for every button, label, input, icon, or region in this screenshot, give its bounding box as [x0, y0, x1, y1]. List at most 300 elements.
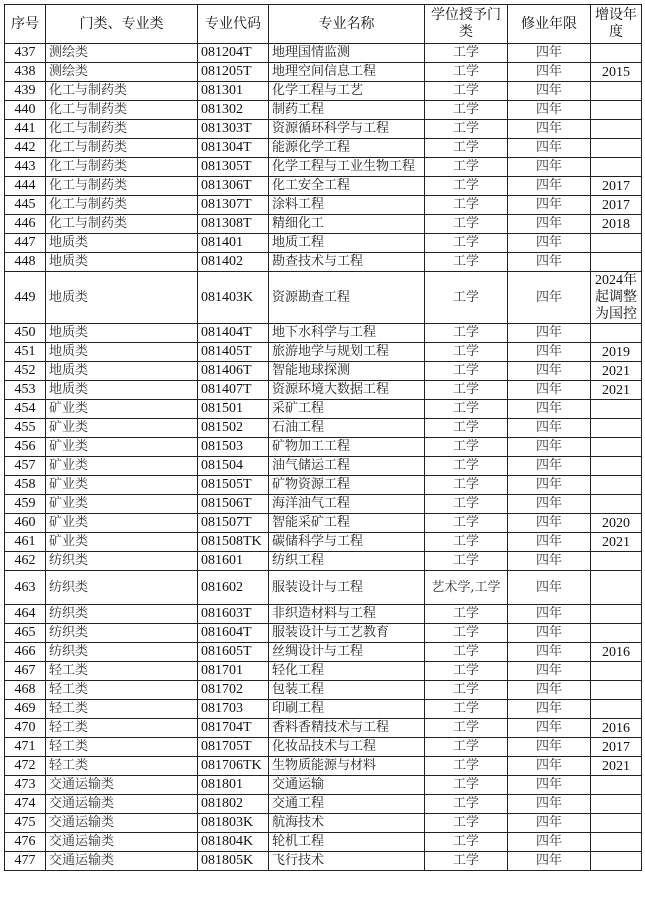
- cell-index: 455: [5, 419, 46, 438]
- cell-index: 466: [5, 643, 46, 662]
- table-row: [5, 776, 642, 795]
- cell-name: 石油工程: [269, 419, 425, 438]
- cell-name: 旅游地学与规划工程: [269, 343, 425, 362]
- cell-degree: 工学: [425, 476, 508, 495]
- cell-duration: 四年: [508, 662, 591, 681]
- table-row: [5, 624, 642, 643]
- table-row: [5, 253, 642, 272]
- cell-year-added: 2024年起调整为国控: [591, 272, 642, 324]
- table-row: [5, 514, 642, 533]
- table-row: [5, 362, 642, 381]
- cell-name: 矿物资源工程: [269, 476, 425, 495]
- table-row: [5, 495, 642, 514]
- cell-duration: 四年: [508, 253, 591, 272]
- table-row: [5, 795, 642, 814]
- cell-name: 交通运输: [269, 776, 425, 795]
- cell-degree: 工学: [425, 795, 508, 814]
- cell-degree: 工学: [425, 158, 508, 177]
- cell-category: 纺织类: [46, 624, 198, 643]
- cell-degree: 工学: [425, 234, 508, 253]
- cell-category: 矿业类: [46, 533, 198, 552]
- table-row: [5, 82, 642, 101]
- cell-code: 081304T: [198, 139, 269, 158]
- cell-year-added: 2021: [591, 533, 642, 552]
- cell-index: 446: [5, 215, 46, 234]
- cell-category: 测绘类: [46, 44, 198, 63]
- cell-index: 450: [5, 324, 46, 343]
- cell-code: 081502: [198, 419, 269, 438]
- cell-duration: 四年: [508, 719, 591, 738]
- table-row: [5, 272, 642, 324]
- cell-degree: 工学: [425, 833, 508, 852]
- cell-name: 地理空间信息工程: [269, 63, 425, 82]
- cell-duration: 四年: [508, 833, 591, 852]
- cell-duration: 四年: [508, 82, 591, 101]
- cell-index: 453: [5, 381, 46, 400]
- cell-code: 081401: [198, 234, 269, 253]
- cell-index: 437: [5, 44, 46, 63]
- cell-category: 矿业类: [46, 514, 198, 533]
- header-index: 序号: [5, 5, 46, 44]
- cell-degree: 工学: [425, 253, 508, 272]
- cell-year-added: 2015: [591, 63, 642, 82]
- cell-name: 化学工程与工业生物工程: [269, 158, 425, 177]
- cell-duration: 四年: [508, 362, 591, 381]
- cell-year-added: [591, 833, 642, 852]
- cell-index: 457: [5, 457, 46, 476]
- cell-year-added: [591, 814, 642, 833]
- cell-index: 468: [5, 681, 46, 700]
- cell-degree: 工学: [425, 457, 508, 476]
- cell-code: 081505T: [198, 476, 269, 495]
- cell-name: 化妆品技术与工程: [269, 738, 425, 757]
- cell-year-added: 2017: [591, 738, 642, 757]
- cell-index: 467: [5, 662, 46, 681]
- cell-code: 081803K: [198, 814, 269, 833]
- cell-category: 轻工类: [46, 662, 198, 681]
- cell-name: 包装工程: [269, 681, 425, 700]
- cell-name: 资源勘查工程: [269, 272, 425, 324]
- cell-index: 456: [5, 438, 46, 457]
- cell-degree: 工学: [425, 438, 508, 457]
- table-row: [5, 852, 642, 871]
- cell-degree: 工学: [425, 419, 508, 438]
- cell-duration: 四年: [508, 457, 591, 476]
- cell-year-added: 2017: [591, 196, 642, 215]
- cell-year-added: [591, 605, 642, 624]
- cell-category: 交通运输类: [46, 852, 198, 871]
- cell-category: 矿业类: [46, 400, 198, 419]
- cell-code: 081507T: [198, 514, 269, 533]
- cell-year-added: [591, 158, 642, 177]
- cell-index: 454: [5, 400, 46, 419]
- cell-code: 081506T: [198, 495, 269, 514]
- cell-category: 化工与制药类: [46, 215, 198, 234]
- cell-code: 081402: [198, 253, 269, 272]
- cell-degree: 工学: [425, 215, 508, 234]
- cell-category: 地质类: [46, 324, 198, 343]
- cell-index: 444: [5, 177, 46, 196]
- cell-category: 地质类: [46, 362, 198, 381]
- cell-code: 081805K: [198, 852, 269, 871]
- cell-degree: 工学: [425, 719, 508, 738]
- cell-year-added: [591, 662, 642, 681]
- cell-name: 纺织工程: [269, 552, 425, 571]
- cell-code: 081406T: [198, 362, 269, 381]
- cell-duration: 四年: [508, 700, 591, 719]
- cell-category: 矿业类: [46, 438, 198, 457]
- cell-duration: 四年: [508, 324, 591, 343]
- major-catalog-table: [4, 4, 642, 871]
- table-row: [5, 438, 642, 457]
- cell-category: 矿业类: [46, 476, 198, 495]
- cell-year-added: 2016: [591, 643, 642, 662]
- table-row: [5, 662, 642, 681]
- cell-year-added: [591, 438, 642, 457]
- cell-duration: 四年: [508, 495, 591, 514]
- cell-name: 航海技术: [269, 814, 425, 833]
- table-row: [5, 643, 642, 662]
- table-row: [5, 681, 642, 700]
- cell-code: 081804K: [198, 833, 269, 852]
- cell-duration: 四年: [508, 215, 591, 234]
- cell-duration: 四年: [508, 44, 591, 63]
- table-row: [5, 343, 642, 362]
- cell-code: 081306T: [198, 177, 269, 196]
- cell-duration: 四年: [508, 643, 591, 662]
- cell-year-added: [591, 139, 642, 158]
- table-row: [5, 419, 642, 438]
- cell-index: 445: [5, 196, 46, 215]
- table-row: [5, 120, 642, 139]
- cell-name: 油气储运工程: [269, 457, 425, 476]
- cell-category: 地质类: [46, 253, 198, 272]
- cell-duration: 四年: [508, 272, 591, 324]
- cell-code: 081604T: [198, 624, 269, 643]
- cell-duration: 四年: [508, 234, 591, 253]
- cell-duration: 四年: [508, 571, 591, 605]
- cell-degree: 工学: [425, 362, 508, 381]
- cell-code: 081605T: [198, 643, 269, 662]
- cell-degree: 工学: [425, 196, 508, 215]
- header-degree: 学位授予门类: [425, 5, 508, 44]
- cell-name: 地理国情监测: [269, 44, 425, 63]
- cell-category: 轻工类: [46, 700, 198, 719]
- cell-degree: 工学: [425, 852, 508, 871]
- cell-name: 矿物加工工程: [269, 438, 425, 457]
- cell-year-added: [591, 324, 642, 343]
- cell-category: 化工与制药类: [46, 196, 198, 215]
- cell-name: 智能地球探测: [269, 362, 425, 381]
- cell-code: 081308T: [198, 215, 269, 234]
- cell-degree: 工学: [425, 662, 508, 681]
- table-row: [5, 571, 642, 605]
- table-header-row: [5, 5, 642, 44]
- cell-index: 458: [5, 476, 46, 495]
- cell-duration: 四年: [508, 738, 591, 757]
- cell-year-added: 2016: [591, 719, 642, 738]
- cell-name: 涂料工程: [269, 196, 425, 215]
- cell-category: 纺织类: [46, 643, 198, 662]
- table-row: [5, 719, 642, 738]
- table-row: [5, 700, 642, 719]
- table-row: [5, 381, 642, 400]
- cell-category: 交通运输类: [46, 795, 198, 814]
- cell-code: 081307T: [198, 196, 269, 215]
- cell-degree: 工学: [425, 495, 508, 514]
- cell-degree: 工学: [425, 139, 508, 158]
- cell-degree: 工学: [425, 643, 508, 662]
- cell-code: 081703: [198, 700, 269, 719]
- cell-year-added: 2020: [591, 514, 642, 533]
- cell-duration: 四年: [508, 400, 591, 419]
- cell-degree: 艺术学,工学: [425, 571, 508, 605]
- cell-duration: 四年: [508, 381, 591, 400]
- cell-code: 081503: [198, 438, 269, 457]
- table-row: [5, 533, 642, 552]
- cell-year-added: [591, 552, 642, 571]
- cell-year-added: [591, 120, 642, 139]
- cell-category: 纺织类: [46, 552, 198, 571]
- table-row: [5, 738, 642, 757]
- cell-code: 081702: [198, 681, 269, 700]
- table-row: [5, 101, 642, 120]
- table-row: [5, 215, 642, 234]
- cell-year-added: [591, 101, 642, 120]
- cell-index: 448: [5, 253, 46, 272]
- cell-year-added: [591, 234, 642, 253]
- cell-degree: 工学: [425, 605, 508, 624]
- cell-name: 化工安全工程: [269, 177, 425, 196]
- table-row: [5, 833, 642, 852]
- cell-year-added: [591, 253, 642, 272]
- table-row: [5, 400, 642, 419]
- cell-duration: 四年: [508, 120, 591, 139]
- cell-code: 081704T: [198, 719, 269, 738]
- cell-code: 081802: [198, 795, 269, 814]
- cell-year-added: [591, 795, 642, 814]
- table-row: [5, 63, 642, 82]
- cell-code: 081603T: [198, 605, 269, 624]
- table-row: [5, 139, 642, 158]
- cell-index: 440: [5, 101, 46, 120]
- cell-name: 资源环境大数据工程: [269, 381, 425, 400]
- cell-degree: 工学: [425, 700, 508, 719]
- cell-index: 473: [5, 776, 46, 795]
- cell-degree: 工学: [425, 381, 508, 400]
- table-row: [5, 324, 642, 343]
- cell-duration: 四年: [508, 814, 591, 833]
- header-category: 门类、专业类: [46, 5, 198, 44]
- cell-degree: 工学: [425, 44, 508, 63]
- cell-category: 化工与制药类: [46, 82, 198, 101]
- cell-category: 矿业类: [46, 495, 198, 514]
- cell-name: 化学工程与工艺: [269, 82, 425, 101]
- cell-name: 交通工程: [269, 795, 425, 814]
- cell-degree: 工学: [425, 514, 508, 533]
- cell-name: 非织造材料与工程: [269, 605, 425, 624]
- cell-index: 447: [5, 234, 46, 253]
- cell-degree: 工学: [425, 272, 508, 324]
- cell-code: 081508TK: [198, 533, 269, 552]
- cell-code: 081404T: [198, 324, 269, 343]
- cell-duration: 四年: [508, 681, 591, 700]
- table-row: [5, 196, 642, 215]
- cell-category: 矿业类: [46, 457, 198, 476]
- cell-year-added: 2018: [591, 215, 642, 234]
- cell-category: 轻工类: [46, 738, 198, 757]
- cell-category: 交通运输类: [46, 833, 198, 852]
- cell-index: 464: [5, 605, 46, 624]
- cell-index: 462: [5, 552, 46, 571]
- cell-index: 461: [5, 533, 46, 552]
- cell-duration: 四年: [508, 605, 591, 624]
- cell-index: 474: [5, 795, 46, 814]
- cell-name: 地质工程: [269, 234, 425, 253]
- cell-year-added: 2021: [591, 362, 642, 381]
- cell-name: 智能采矿工程: [269, 514, 425, 533]
- cell-duration: 四年: [508, 757, 591, 776]
- cell-category: 轻工类: [46, 681, 198, 700]
- cell-degree: 工学: [425, 738, 508, 757]
- cell-duration: 四年: [508, 533, 591, 552]
- cell-year-added: [591, 624, 642, 643]
- cell-index: 438: [5, 63, 46, 82]
- cell-index: 442: [5, 139, 46, 158]
- table-row: [5, 158, 642, 177]
- cell-code: 081403K: [198, 272, 269, 324]
- cell-index: 459: [5, 495, 46, 514]
- cell-name: 轮机工程: [269, 833, 425, 852]
- cell-code: 081705T: [198, 738, 269, 757]
- cell-name: 精细化工: [269, 215, 425, 234]
- cell-duration: 四年: [508, 196, 591, 215]
- cell-code: 081601: [198, 552, 269, 571]
- cell-index: 470: [5, 719, 46, 738]
- cell-duration: 四年: [508, 158, 591, 177]
- table-row: [5, 476, 642, 495]
- table-row: [5, 457, 642, 476]
- cell-index: 439: [5, 82, 46, 101]
- cell-code: 081405T: [198, 343, 269, 362]
- cell-year-added: [591, 419, 642, 438]
- cell-name: 飞行技术: [269, 852, 425, 871]
- table-row: [5, 44, 642, 63]
- cell-duration: 四年: [508, 776, 591, 795]
- cell-category: 交通运输类: [46, 776, 198, 795]
- cell-degree: 工学: [425, 814, 508, 833]
- cell-name: 采矿工程: [269, 400, 425, 419]
- cell-name: 能源化学工程: [269, 139, 425, 158]
- cell-year-added: [591, 852, 642, 871]
- cell-year-added: [591, 681, 642, 700]
- cell-category: 地质类: [46, 234, 198, 253]
- cell-degree: 工学: [425, 324, 508, 343]
- cell-index: 475: [5, 814, 46, 833]
- cell-name: 丝绸设计与工程: [269, 643, 425, 662]
- cell-year-added: 2019: [591, 343, 642, 362]
- cell-category: 测绘类: [46, 63, 198, 82]
- cell-degree: 工学: [425, 681, 508, 700]
- cell-degree: 工学: [425, 533, 508, 552]
- cell-index: 452: [5, 362, 46, 381]
- cell-name: 海洋油气工程: [269, 495, 425, 514]
- cell-category: 轻工类: [46, 757, 198, 776]
- cell-code: 081305T: [198, 158, 269, 177]
- cell-category: 化工与制药类: [46, 158, 198, 177]
- header-year-added: 增设年度: [591, 5, 642, 44]
- cell-name: 服装设计与工程: [269, 571, 425, 605]
- cell-duration: 四年: [508, 343, 591, 362]
- cell-category: 化工与制药类: [46, 101, 198, 120]
- cell-year-added: [591, 495, 642, 514]
- cell-year-added: [591, 44, 642, 63]
- cell-code: 081205T: [198, 63, 269, 82]
- cell-name: 印刷工程: [269, 700, 425, 719]
- cell-duration: 四年: [508, 63, 591, 82]
- cell-category: 地质类: [46, 272, 198, 324]
- cell-duration: 四年: [508, 438, 591, 457]
- cell-year-added: 2021: [591, 757, 642, 776]
- cell-name: 制药工程: [269, 101, 425, 120]
- cell-duration: 四年: [508, 552, 591, 571]
- cell-degree: 工学: [425, 63, 508, 82]
- table-row: [5, 552, 642, 571]
- cell-degree: 工学: [425, 120, 508, 139]
- table-row: [5, 757, 642, 776]
- cell-name: 地下水科学与工程: [269, 324, 425, 343]
- cell-year-added: [591, 700, 642, 719]
- cell-index: 441: [5, 120, 46, 139]
- header-code: 专业代码: [198, 5, 269, 44]
- cell-degree: 工学: [425, 177, 508, 196]
- cell-duration: 四年: [508, 419, 591, 438]
- cell-index: 469: [5, 700, 46, 719]
- table-row: [5, 814, 642, 833]
- cell-category: 化工与制药类: [46, 139, 198, 158]
- cell-degree: 工学: [425, 343, 508, 362]
- table-row: [5, 605, 642, 624]
- cell-year-added: 2021: [591, 381, 642, 400]
- cell-index: 476: [5, 833, 46, 852]
- cell-category: 纺织类: [46, 605, 198, 624]
- cell-duration: 四年: [508, 139, 591, 158]
- cell-duration: 四年: [508, 795, 591, 814]
- cell-category: 纺织类: [46, 571, 198, 605]
- cell-category: 地质类: [46, 381, 198, 400]
- cell-name: 香料香精技术与工程: [269, 719, 425, 738]
- table-row: [5, 177, 642, 196]
- cell-degree: 工学: [425, 552, 508, 571]
- cell-duration: 四年: [508, 514, 591, 533]
- cell-year-added: [591, 571, 642, 605]
- cell-year-added: [591, 400, 642, 419]
- cell-index: 472: [5, 757, 46, 776]
- major-catalog-table-container: [4, 4, 642, 871]
- cell-degree: 工学: [425, 400, 508, 419]
- cell-code: 081501: [198, 400, 269, 419]
- cell-year-added: [591, 476, 642, 495]
- table-row: [5, 234, 642, 253]
- cell-code: 081801: [198, 776, 269, 795]
- table-body: [5, 44, 642, 871]
- cell-code: 081407T: [198, 381, 269, 400]
- cell-name: 生物质能源与材料: [269, 757, 425, 776]
- cell-year-added: [591, 776, 642, 795]
- cell-code: 081602: [198, 571, 269, 605]
- cell-code: 081303T: [198, 120, 269, 139]
- cell-category: 地质类: [46, 343, 198, 362]
